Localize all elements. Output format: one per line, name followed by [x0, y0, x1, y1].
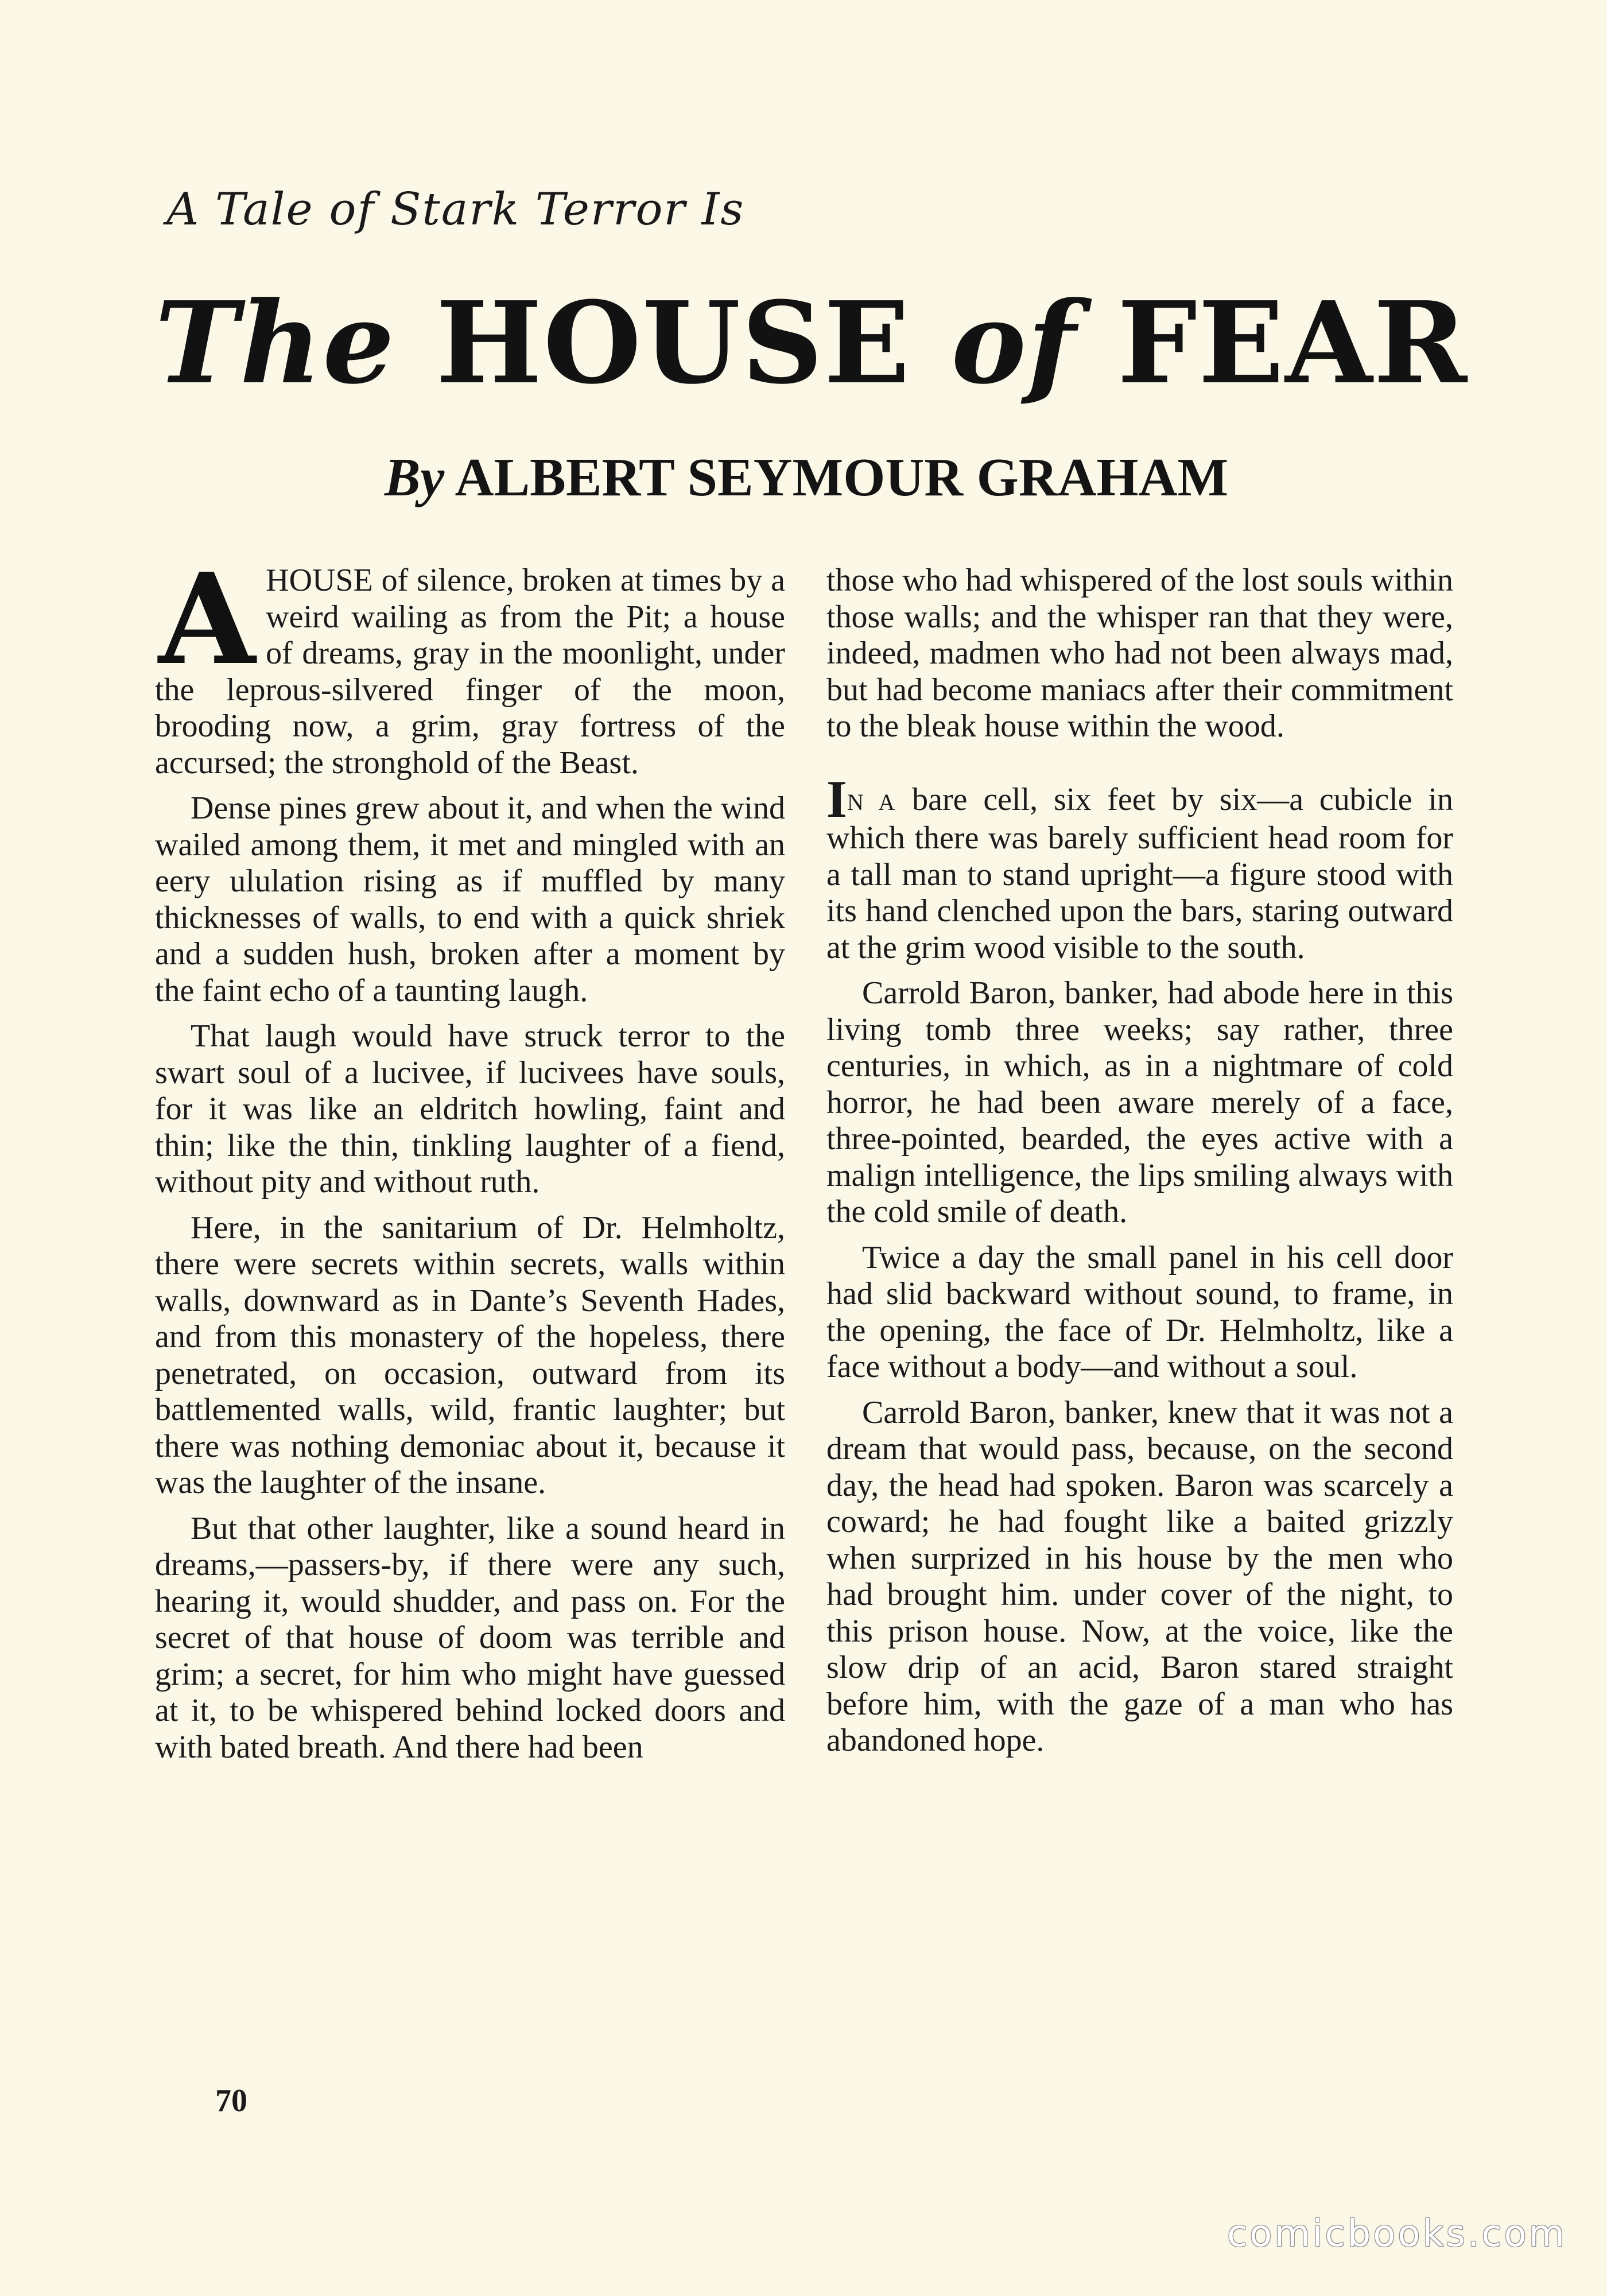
paragraph-7: [826, 769, 1454, 967]
section-smallcaps: N A: [847, 789, 896, 815]
byline-by: By: [384, 448, 445, 507]
byline-author: ALBERT SEYMOUR GRAHAM: [455, 448, 1229, 507]
paragraph-8: Carrold Baron, banker, had abode here in this living tomb three weeks; say rather, three centuries, in which, as in a nightmare of cold horror, he had been aware merely of a face, three-pointed, bearded, the eyes active with a malign intelligence, the lips smiling always with the cold smile of death.: [826, 975, 1453, 1230]
paragraph-4: Here, in the sanitarium of Dr. Helmholtz, there were secrets within secrets, walls within walls, downward as in Dante’s Seventh Hades, and from this monastery of the hopeless, there penetrated, on occasion, outward from its battlemented walls, wild, frantic laughter; but there was nothing demoniac about it, because it was the laughter of the insane.: [155, 1209, 785, 1500]
byline: [155, 448, 1458, 507]
left-column: [155, 546, 785, 1775]
paragraph-6: those who had whispered of the lost souls within those walls; and the whisper ran that they were, indeed, madmen who had not been always mad, but had become maniacs after their commitment to the bleak house within the wood.: [826, 563, 1453, 744]
title-fear: FEAR: [1117, 277, 1469, 409]
paragraph-7-text: bare cell, six feet by six—a cubicle in which there was barely sufficient head room for a tall man to stand upright—a figure stood with its hand clenched upon the bars, staring outward at the grim wood visible to the south.: [826, 781, 1454, 965]
paragraph-5: But that other laughter, like a sound heard in dreams,—passers-by, if there were any such, hearing it, would shudder, and pass on. For the secret of that house of doom was terrible and grim; a secret, for him who might have guessed at it, to be whispered behind locked doors and with bated breath. And there had been: [155, 1510, 785, 1765]
title-of: of: [951, 277, 1077, 409]
section-initial: I: [826, 769, 847, 828]
paragraph-10: Carrold Baron, banker, knew that it was not a dream that would pass, because, on the second day, the head had spoken. Baron was scarcely a coward; he had fought like a baited grizzly when surprized in his house by the men who had brought him. under cover of the night, to this prison house. Now, at the voice, like the slow drip of an acid, Baron stared straight before him, with the gaze of a man who has abandoned hope.: [826, 1394, 1453, 1758]
paragraph-1: [155, 546, 785, 781]
watermark: comicbooks.com: [1226, 2213, 1567, 2255]
section-break: [826, 754, 1453, 782]
paragraph-9: Twice a day the small panel in his cell door had slid backward without sound, to frame, in the opening, the face of Dr. Helmholtz, like a face without a body—and without a soul.: [826, 1239, 1453, 1384]
paragraph-2: Dense pines grew about it, and when the wind wailed among them, it met and mingled with an eery ululation rising as if muffled by many thicknesses of walls, to end with a quick shriek and a sudden hush, broken after a moment by the faint echo of a taunting laugh.: [155, 790, 785, 1009]
story-title: [155, 277, 1469, 409]
paragraph-1-text: HOUSE of silence, broken at times by a weird wailing as from the Pit; a house of dreams, gray in the moonlight, under the leprous-silvered finger of the moon, brooding now, a grim, gray fortress of the accursed; the stronghold of the Beast.: [155, 563, 785, 781]
title-the: The: [155, 277, 396, 409]
title-house: HOUSE: [436, 277, 911, 409]
paragraph-3: That laugh would have struck terror to the swart soul of a lucivee, if lucivees have souls, for it was like an eldritch howling, faint and thin; like the thin, tinkling laughter of a fiend, without pity and without ruth.: [155, 1018, 785, 1200]
drop-cap: A: [158, 546, 256, 693]
page-number: 70: [215, 2083, 247, 2119]
kicker-line: A Tale of Stark Terror Is: [166, 184, 745, 235]
right-column: [826, 563, 1453, 1768]
